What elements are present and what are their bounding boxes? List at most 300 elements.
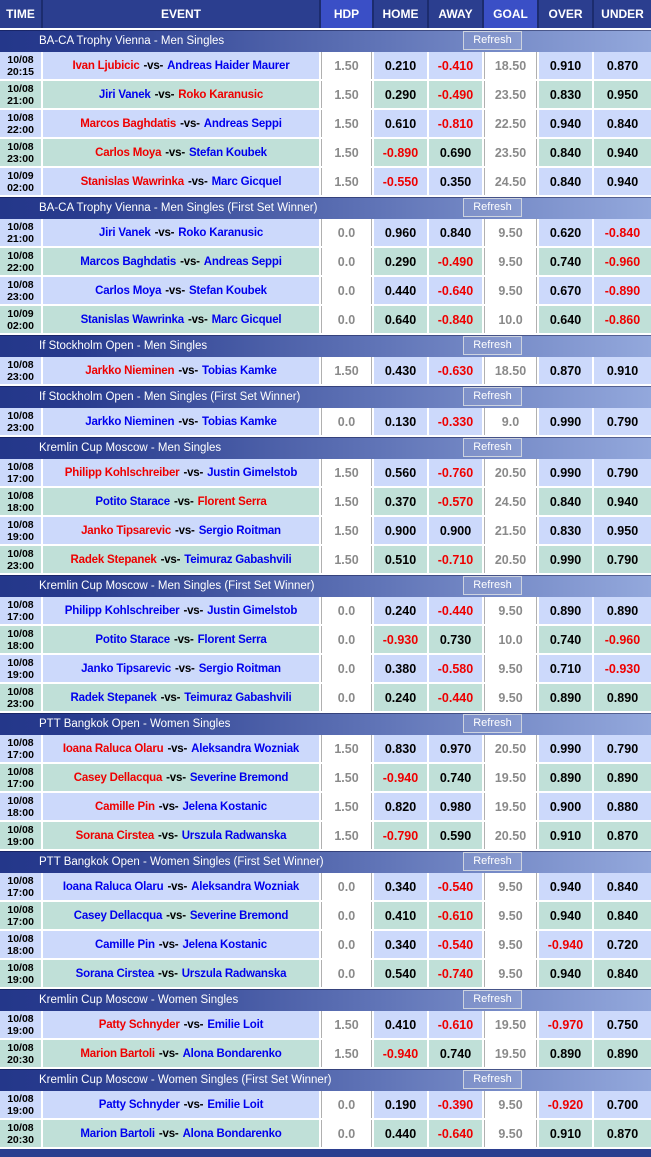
match-event-cell <box>43 626 321 655</box>
home-odds[interactable]: -0.940 <box>374 1040 429 1069</box>
home-odds[interactable]: 0.900 <box>374 517 429 546</box>
away-player: Jelena Kostanic <box>182 938 268 951</box>
under-odds[interactable]: 0.870 <box>594 52 651 81</box>
over-odds[interactable]: 0.910 <box>539 1120 594 1149</box>
away-odds[interactable]: -0.840 <box>429 306 484 335</box>
home-odds[interactable]: 0.210 <box>374 52 429 81</box>
refresh-button[interactable]: Refresh <box>463 336 522 355</box>
over-odds[interactable]: 0.890 <box>539 764 594 793</box>
away-player: Stefan Koubek <box>188 146 267 159</box>
match-time: 23:00 <box>7 697 34 710</box>
match-time-cell <box>0 873 43 902</box>
away-player: Alona Bondarenko <box>182 1047 282 1060</box>
league-title: Kremlin Cup Moscow - Women Singles <box>39 994 239 1006</box>
under-odds[interactable]: 0.790 <box>594 408 651 437</box>
vs-label: -vs- <box>178 415 198 428</box>
match-date: 10/08 <box>7 903 34 916</box>
under-odds[interactable]: 0.700 <box>594 1091 651 1120</box>
match-date: 10/08 <box>7 220 34 233</box>
home-odds[interactable]: 0.440 <box>374 277 429 306</box>
vs-label: -vs- <box>167 742 188 755</box>
match-time: 23:00 <box>7 152 34 165</box>
home-odds[interactable]: 0.380 <box>374 655 429 684</box>
home-odds[interactable]: 0.240 <box>374 684 429 713</box>
refresh-button[interactable]: Refresh <box>463 852 522 871</box>
match-time-cell <box>0 168 43 197</box>
match-time-cell <box>0 960 43 989</box>
under-odds[interactable]: 0.870 <box>594 822 651 851</box>
over-odds[interactable]: 0.990 <box>539 459 594 488</box>
home-odds[interactable]: 0.290 <box>374 81 429 110</box>
hdp-value: 1.50 <box>321 357 374 386</box>
under-odds[interactable]: 0.790 <box>594 459 651 488</box>
match-date: 10/08 <box>7 823 34 836</box>
away-player: Marc Gicquel <box>211 175 282 188</box>
refresh-button[interactable]: Refresh <box>463 990 522 1009</box>
vs-label: -vs- <box>180 117 200 130</box>
match-row <box>0 1120 651 1149</box>
over-odds[interactable]: 0.740 <box>539 248 594 277</box>
away-player: Severine Bremond <box>189 771 289 784</box>
match-time-cell <box>0 517 43 546</box>
away-odds[interactable]: 0.840 <box>429 219 484 248</box>
league-section-header <box>0 989 651 1011</box>
vs-label: -vs- <box>160 691 181 704</box>
match-row <box>0 488 651 517</box>
home-odds[interactable]: 0.540 <box>374 960 429 989</box>
away-odds[interactable]: -0.390 <box>429 1091 484 1120</box>
home-player: Camille Pin <box>94 800 155 813</box>
under-odds[interactable]: 0.890 <box>594 1040 651 1069</box>
away-player: Justin Gimelstob <box>207 604 298 617</box>
refresh-button[interactable]: Refresh <box>463 1070 522 1089</box>
under-odds[interactable]: 0.890 <box>594 764 651 793</box>
vs-label: -vs- <box>158 1127 179 1140</box>
home-odds[interactable]: 0.340 <box>374 931 429 960</box>
away-odds[interactable]: -0.760 <box>429 459 484 488</box>
goal-value: 9.50 <box>484 1120 539 1149</box>
home-odds[interactable]: -0.890 <box>374 139 429 168</box>
match-event-cell <box>43 546 321 575</box>
over-odds[interactable]: 0.890 <box>539 1040 594 1069</box>
home-player: Radek Stepanek <box>70 553 157 566</box>
hdp-value: 1.50 <box>321 168 374 197</box>
goal-value: 10.0 <box>484 626 539 655</box>
under-odds[interactable]: 0.720 <box>594 931 651 960</box>
hdp-value: 0.0 <box>321 1091 374 1120</box>
under-odds[interactable]: -0.860 <box>594 306 651 335</box>
home-player: Ivan Ljubicic <box>72 59 140 72</box>
hdp-value: 1.50 <box>321 1040 374 1069</box>
away-odds[interactable]: -0.640 <box>429 1120 484 1149</box>
match-time-cell <box>0 110 43 139</box>
away-odds[interactable]: -0.610 <box>429 902 484 931</box>
table-header <box>0 0 651 30</box>
away-odds[interactable]: -0.630 <box>429 357 484 386</box>
match-row <box>0 277 651 306</box>
hdp-value: 0.0 <box>321 873 374 902</box>
match-time-cell <box>0 248 43 277</box>
match-time: 17:00 <box>7 610 34 623</box>
home-odds[interactable]: 0.440 <box>374 1120 429 1149</box>
away-player: Urszula Radwanska <box>181 829 287 842</box>
under-odds[interactable]: 0.870 <box>594 1120 651 1149</box>
refresh-button[interactable]: Refresh <box>463 198 522 217</box>
away-player: Andreas Seppi <box>203 117 282 130</box>
league-section-header <box>0 713 651 735</box>
under-odds[interactable]: 0.880 <box>594 793 651 822</box>
match-time: 18:00 <box>7 806 34 819</box>
away-odds[interactable]: -0.570 <box>429 488 484 517</box>
goal-value: 22.50 <box>484 110 539 139</box>
match-date: 10/08 <box>7 249 34 262</box>
away-odds[interactable]: -0.540 <box>429 873 484 902</box>
match-time-cell <box>0 684 43 713</box>
home-odds[interactable]: 0.190 <box>374 1091 429 1120</box>
home-odds[interactable]: 0.820 <box>374 793 429 822</box>
match-time-cell <box>0 306 43 335</box>
league-title: Kremlin Cup Moscow - Men Singles <box>39 442 222 454</box>
hdp-value: 0.0 <box>321 655 374 684</box>
home-odds[interactable]: 0.340 <box>374 873 429 902</box>
match-date: 10/08 <box>7 1121 34 1134</box>
vs-label: -vs- <box>158 800 179 813</box>
vs-label: -vs- <box>160 553 181 566</box>
home-odds[interactable]: -0.550 <box>374 168 429 197</box>
home-odds[interactable]: -0.930 <box>374 626 429 655</box>
hdp-value: 1.50 <box>321 517 374 546</box>
match-date: 10/08 <box>7 874 34 887</box>
match-row <box>0 626 651 655</box>
over-odds[interactable]: 0.830 <box>539 517 594 546</box>
hdp-value: 0.0 <box>321 306 374 335</box>
over-odds[interactable]: 0.910 <box>539 822 594 851</box>
column-header-home: HOME <box>374 0 429 28</box>
home-odds[interactable]: 0.560 <box>374 459 429 488</box>
home-odds[interactable]: 0.960 <box>374 219 429 248</box>
home-odds[interactable]: 0.240 <box>374 597 429 626</box>
away-player: Sergio Roitman <box>198 524 281 537</box>
away-player: Teimuraz Gabashvili <box>184 553 292 566</box>
home-odds[interactable]: 0.410 <box>374 902 429 931</box>
goal-value: 19.50 <box>484 1011 539 1040</box>
match-time: 20:30 <box>7 1053 34 1066</box>
match-row <box>0 655 651 684</box>
under-odds[interactable]: 0.910 <box>594 357 651 386</box>
home-odds[interactable]: -0.940 <box>374 764 429 793</box>
league-title: BA-CA Trophy Vienna - Men Singles (First Set Winner) <box>39 202 318 214</box>
over-odds[interactable]: 0.840 <box>539 139 594 168</box>
home-player: Potito Starace <box>95 495 170 508</box>
home-player: Stanislas Wawrinka <box>80 175 184 188</box>
away-odds[interactable]: 0.590 <box>429 822 484 851</box>
goal-value: 21.50 <box>484 517 539 546</box>
away-player: Roko Karanusic <box>178 226 264 239</box>
hdp-value: 1.50 <box>321 1011 374 1040</box>
match-event-cell <box>43 960 321 989</box>
home-odds[interactable]: 0.430 <box>374 357 429 386</box>
home-player: Patty Schnyder <box>98 1018 180 1031</box>
match-row <box>0 306 651 335</box>
match-row <box>0 546 651 575</box>
away-odds[interactable]: -0.580 <box>429 655 484 684</box>
goal-value: 23.50 <box>484 139 539 168</box>
match-row <box>0 219 651 248</box>
league-title: If Stockholm Open - Men Singles (First Set Winner) <box>39 391 301 403</box>
over-odds[interactable]: 0.900 <box>539 793 594 822</box>
league-title: If Stockholm Open - Men Singles <box>39 340 208 352</box>
hdp-value: 1.50 <box>321 546 374 575</box>
match-row <box>0 873 651 902</box>
under-odds[interactable]: 0.790 <box>594 735 651 764</box>
home-odds[interactable]: 0.510 <box>374 546 429 575</box>
home-odds[interactable]: 0.830 <box>374 735 429 764</box>
over-odds[interactable]: 0.890 <box>539 597 594 626</box>
home-player: Ioana Raluca Olaru <box>62 880 164 893</box>
away-odds[interactable]: 0.980 <box>429 793 484 822</box>
match-time: 22:00 <box>7 261 34 274</box>
over-odds[interactable]: 0.830 <box>539 81 594 110</box>
goal-value: 9.50 <box>484 960 539 989</box>
away-player: Andreas Haider Maurer <box>167 59 290 72</box>
home-odds[interactable]: 0.610 <box>374 110 429 139</box>
match-time-cell <box>0 655 43 684</box>
under-odds[interactable]: 0.940 <box>594 488 651 517</box>
column-header-time: TIME <box>0 0 43 28</box>
under-odds[interactable]: 0.940 <box>594 168 651 197</box>
hdp-value: 0.0 <box>321 219 374 248</box>
under-odds[interactable]: -0.930 <box>594 655 651 684</box>
match-date: 10/08 <box>7 409 34 422</box>
over-odds[interactable]: 0.890 <box>539 684 594 713</box>
vs-label: -vs- <box>167 880 188 893</box>
under-odds[interactable]: -0.960 <box>594 248 651 277</box>
away-player: Teimuraz Gabashvili <box>184 691 292 704</box>
goal-value: 9.50 <box>484 219 539 248</box>
match-time: 17:00 <box>7 748 34 761</box>
home-odds[interactable]: -0.790 <box>374 822 429 851</box>
match-event-cell <box>43 735 321 764</box>
goal-value: 9.50 <box>484 248 539 277</box>
over-odds[interactable]: 0.870 <box>539 357 594 386</box>
column-header-event: EVENT <box>43 0 321 28</box>
match-date: 10/08 <box>7 1092 34 1105</box>
match-time: 19:00 <box>7 973 34 986</box>
over-odds[interactable]: 0.940 <box>539 902 594 931</box>
match-time: 21:00 <box>7 94 34 107</box>
vs-label: -vs- <box>175 524 195 537</box>
under-odds[interactable]: -0.840 <box>594 219 651 248</box>
home-odds[interactable]: 0.290 <box>374 248 429 277</box>
match-event-cell <box>43 793 321 822</box>
away-odds[interactable]: -0.740 <box>429 960 484 989</box>
vs-label: -vs- <box>165 284 185 297</box>
away-odds[interactable]: -0.490 <box>429 81 484 110</box>
league-section-header <box>0 30 651 52</box>
home-odds[interactable]: 0.130 <box>374 408 429 437</box>
vs-label: -vs- <box>158 1047 179 1060</box>
under-odds[interactable]: 0.840 <box>594 960 651 989</box>
over-odds[interactable]: 0.940 <box>539 110 594 139</box>
under-odds[interactable]: 0.750 <box>594 1011 651 1040</box>
home-player: Jarkko Nieminen <box>85 415 175 428</box>
over-odds[interactable]: -0.970 <box>539 1011 594 1040</box>
match-time-cell <box>0 735 43 764</box>
refresh-button[interactable]: Refresh <box>463 387 522 406</box>
away-odds[interactable]: -0.610 <box>429 1011 484 1040</box>
away-player: Tobias Kamke <box>201 415 277 428</box>
match-event-cell <box>43 81 321 110</box>
match-row <box>0 793 651 822</box>
match-time-cell <box>0 793 43 822</box>
goal-value: 20.50 <box>484 459 539 488</box>
away-odds[interactable]: -0.810 <box>429 110 484 139</box>
goal-value: 19.50 <box>484 1040 539 1069</box>
away-odds[interactable]: 0.970 <box>429 735 484 764</box>
hdp-value: 1.50 <box>321 459 374 488</box>
under-odds[interactable]: -0.960 <box>594 626 651 655</box>
away-player: Emilie Loit <box>207 1018 264 1031</box>
goal-value: 9.50 <box>484 931 539 960</box>
match-event-cell <box>43 306 321 335</box>
refresh-button[interactable]: Refresh <box>463 438 522 457</box>
over-odds[interactable]: 0.740 <box>539 626 594 655</box>
away-odds[interactable]: -0.710 <box>429 546 484 575</box>
over-odds[interactable]: 0.710 <box>539 655 594 684</box>
league-section-header <box>0 197 651 219</box>
away-odds[interactable]: 0.740 <box>429 764 484 793</box>
away-odds[interactable]: 0.350 <box>429 168 484 197</box>
under-odds[interactable]: 0.890 <box>594 684 651 713</box>
under-odds[interactable]: 0.840 <box>594 902 651 931</box>
match-time-cell <box>0 597 43 626</box>
over-odds[interactable]: 0.670 <box>539 277 594 306</box>
over-odds[interactable]: 0.990 <box>539 408 594 437</box>
over-odds[interactable]: 0.940 <box>539 873 594 902</box>
home-odds[interactable]: 0.410 <box>374 1011 429 1040</box>
under-odds[interactable]: 0.940 <box>594 139 651 168</box>
vs-label: -vs- <box>187 175 208 188</box>
match-event-cell <box>43 139 321 168</box>
hdp-value: 1.50 <box>321 793 374 822</box>
match-time: 22:00 <box>7 123 34 136</box>
home-odds[interactable]: 0.640 <box>374 306 429 335</box>
match-time-cell <box>0 1011 43 1040</box>
refresh-button[interactable]: Refresh <box>463 714 522 733</box>
goal-value: 9.50 <box>484 902 539 931</box>
match-row <box>0 764 651 793</box>
match-row <box>0 110 651 139</box>
match-row <box>0 357 651 386</box>
match-event-cell <box>43 684 321 713</box>
over-odds[interactable]: 0.910 <box>539 52 594 81</box>
goal-value: 9.50 <box>484 597 539 626</box>
match-date: 10/08 <box>7 656 34 669</box>
over-odds[interactable]: 0.640 <box>539 306 594 335</box>
match-time: 18:00 <box>7 639 34 652</box>
match-date: 10/08 <box>7 685 34 698</box>
match-time: 23:00 <box>7 290 34 303</box>
under-odds[interactable]: -0.890 <box>594 277 651 306</box>
league-section-header <box>0 851 651 873</box>
hdp-value: 0.0 <box>321 248 374 277</box>
refresh-button[interactable]: Refresh <box>463 576 522 595</box>
match-time: 19:00 <box>7 1024 34 1037</box>
match-row <box>0 684 651 713</box>
match-row <box>0 1011 651 1040</box>
over-odds[interactable]: 0.940 <box>539 960 594 989</box>
vs-label: -vs- <box>178 364 198 377</box>
match-time: 02:00 <box>7 319 34 332</box>
refresh-button[interactable]: Refresh <box>463 31 522 50</box>
over-odds[interactable]: -0.920 <box>539 1091 594 1120</box>
away-odds[interactable]: 0.730 <box>429 626 484 655</box>
match-event-cell <box>43 931 321 960</box>
home-player: Potito Starace <box>95 633 170 646</box>
away-player: Florent Serra <box>197 495 267 508</box>
over-odds[interactable]: 0.620 <box>539 219 594 248</box>
away-odds[interactable]: -0.440 <box>429 597 484 626</box>
home-player: Janko Tipsarevic <box>81 662 172 675</box>
away-player: Severine Bremond <box>189 909 289 922</box>
vs-label: -vs- <box>175 662 195 675</box>
vs-label: -vs- <box>166 771 186 784</box>
under-odds[interactable]: 0.950 <box>594 517 651 546</box>
away-odds[interactable]: 0.740 <box>429 1040 484 1069</box>
under-odds[interactable]: 0.840 <box>594 110 651 139</box>
match-date: 10/08 <box>7 518 34 531</box>
match-event-cell <box>43 248 321 277</box>
vs-label: -vs- <box>166 909 186 922</box>
under-odds[interactable]: 0.790 <box>594 546 651 575</box>
away-odds[interactable]: 0.690 <box>429 139 484 168</box>
over-odds[interactable]: 0.990 <box>539 546 594 575</box>
home-player: Radek Stepanek <box>70 691 157 704</box>
home-player: Janko Tipsarevic <box>81 524 172 537</box>
away-odds[interactable]: -0.490 <box>429 248 484 277</box>
away-odds[interactable]: -0.540 <box>429 931 484 960</box>
match-time-cell <box>0 822 43 851</box>
league-section-header <box>0 386 651 408</box>
league-section-header <box>0 437 651 459</box>
away-odds[interactable]: -0.440 <box>429 684 484 713</box>
over-odds[interactable]: 0.840 <box>539 168 594 197</box>
match-time: 17:00 <box>7 886 34 899</box>
match-time: 02:00 <box>7 181 34 194</box>
under-odds[interactable]: 0.950 <box>594 81 651 110</box>
over-odds[interactable]: -0.940 <box>539 931 594 960</box>
over-odds[interactable]: 0.990 <box>539 735 594 764</box>
goal-value: 19.50 <box>484 764 539 793</box>
away-player: Urszula Radwanska <box>181 967 287 980</box>
match-event-cell <box>43 168 321 197</box>
over-odds[interactable]: 0.840 <box>539 488 594 517</box>
under-odds[interactable]: 0.890 <box>594 597 651 626</box>
under-odds[interactable]: 0.840 <box>594 873 651 902</box>
away-odds[interactable]: -0.410 <box>429 52 484 81</box>
match-time: 17:00 <box>7 915 34 928</box>
away-player: Marc Gicquel <box>211 313 282 326</box>
away-player: Emilie Loit <box>207 1098 264 1111</box>
home-odds[interactable]: 0.370 <box>374 488 429 517</box>
away-odds[interactable]: -0.640 <box>429 277 484 306</box>
match-date: 10/08 <box>7 140 34 153</box>
away-odds[interactable]: 0.900 <box>429 517 484 546</box>
vs-label: -vs- <box>143 59 164 72</box>
away-player: Andreas Seppi <box>203 255 282 268</box>
away-odds[interactable]: -0.330 <box>429 408 484 437</box>
match-date: 10/08 <box>7 1012 34 1025</box>
